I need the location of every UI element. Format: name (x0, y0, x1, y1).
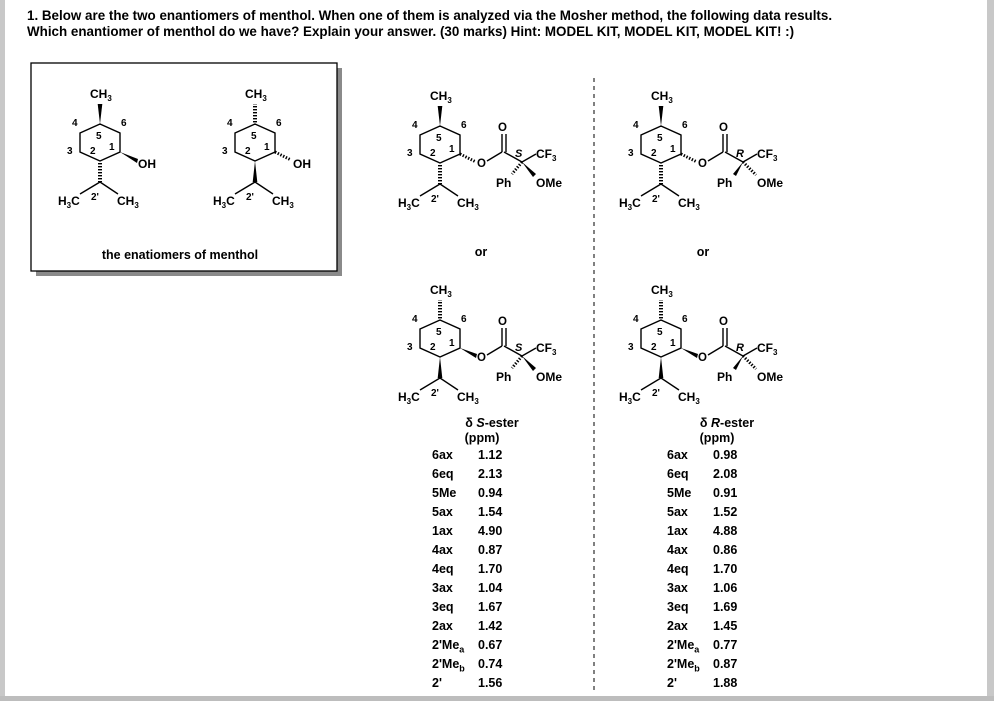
or-label-left: or (474, 245, 488, 259)
svg-text:OMe: OMe (536, 176, 563, 190)
shift-value: 1.70 (713, 562, 738, 576)
shift-value: 0.91 (713, 486, 738, 500)
svg-text:4: 4 (227, 118, 233, 129)
svg-text:O: O (498, 122, 507, 134)
svg-text:2: 2 (90, 146, 96, 157)
svg-text:CH3: $CH_3$ (430, 89, 452, 105)
shift-row (667, 655, 787, 674)
svg-text:Ph: Ph (496, 176, 512, 190)
r-ester-shift-table (667, 416, 787, 693)
shift-label: 6ax (432, 448, 453, 462)
svg-text:3: 3 (222, 146, 228, 157)
shift-value: 0.74 (478, 657, 503, 671)
svg-text:CF3: $CF_3$ (757, 147, 778, 163)
shift-value: 2.08 (713, 467, 738, 481)
svg-text:4: 4 (633, 314, 639, 325)
svg-text:6: 6 (276, 118, 282, 129)
shift-row (667, 598, 787, 617)
r-ester-structure-top (619, 89, 783, 212)
svg-text:OMe: OMe (757, 176, 784, 190)
svg-text:3: 3 (67, 146, 73, 157)
svg-text:Ph: Ph (496, 370, 512, 384)
svg-text:O: O (698, 352, 707, 364)
svg-text:CF3: $CF_3$ (536, 147, 557, 163)
shift-label: 3ax (667, 581, 688, 595)
svg-text:CH3: $CH_3$ (651, 283, 673, 299)
shift-value: 0.98 (713, 448, 738, 462)
svg-text:O: O (477, 352, 486, 364)
shift-row (667, 636, 787, 655)
shift-label: 5Me (432, 486, 457, 500)
svg-text:4: 4 (633, 120, 639, 131)
shift-row (432, 674, 552, 693)
shift-row (667, 674, 787, 693)
shift-value: 0.77 (713, 638, 738, 652)
svg-text:S: S (515, 342, 523, 354)
r-ester-structure-bottom (619, 283, 783, 406)
svg-text:2: 2 (651, 148, 657, 159)
svg-text:CH3: $CH_3$ (117, 194, 139, 210)
svg-text:1: 1 (109, 142, 115, 153)
shift-label: 4ax (432, 543, 453, 557)
svg-text:CF3: $CF_3$ (536, 341, 557, 357)
shift-value: 0.86 (713, 543, 738, 557)
shift-label: 6eq (432, 467, 454, 481)
svg-text:H3C: $H_3C$ (398, 390, 420, 406)
shift-row (432, 560, 552, 579)
shift-row (432, 579, 552, 598)
shift-label: $2'Me_b$ (432, 657, 465, 674)
svg-text:3: 3 (628, 148, 634, 159)
shift-label: $2'Me_b$ (667, 657, 700, 674)
shift-value: 1.69 (713, 600, 738, 614)
s-ester-structure-top (398, 89, 562, 212)
svg-text:1: 1 (670, 144, 676, 155)
or-label-right: or (696, 245, 710, 259)
svg-text:1: 1 (264, 142, 270, 153)
enantiomer-caption: the enatiomers of menthol (101, 248, 259, 262)
shift-row (667, 503, 787, 522)
svg-text:CH3: $CH_3$ (651, 89, 673, 105)
shift-label: 3eq (432, 600, 454, 614)
shift-row (432, 598, 552, 617)
r-ester-title: δ R-ester (699, 416, 755, 430)
shift-value: 1.12 (478, 448, 503, 462)
svg-text:5: 5 (96, 131, 102, 142)
svg-text:OH: OH (293, 157, 311, 171)
shift-row (432, 541, 552, 560)
svg-text:6: 6 (682, 314, 688, 325)
shift-value: 1.88 (713, 676, 738, 690)
shift-value: 1.42 (478, 619, 503, 633)
svg-text:CH3: $CH_3$ (457, 196, 479, 212)
question-line-1: 1. Below are the two enantiomers of menthol. When one of them is analyzed via the Mosher method, the following data results. (27, 8, 833, 23)
svg-text:6: 6 (682, 120, 688, 131)
svg-text:3: 3 (407, 148, 413, 159)
shift-label: 4ax (667, 543, 688, 557)
svg-text:CH3: $CH_3$ (90, 87, 112, 103)
svg-text:2': 2' (91, 192, 99, 203)
shift-value: 1.54 (478, 505, 503, 519)
svg-text:CH3: $CH_3$ (678, 196, 700, 212)
svg-text:4: 4 (72, 118, 78, 129)
svg-text:CH3: $CH_3$ (457, 390, 479, 406)
shift-value: 4.90 (478, 524, 503, 538)
shift-value: 0.87 (478, 543, 503, 557)
shift-row (432, 503, 552, 522)
shift-row (432, 522, 552, 541)
s-ester-shift-table (432, 416, 552, 693)
svg-text:O: O (698, 158, 707, 170)
shift-label: 2' (667, 676, 677, 690)
shift-label: 6eq (667, 467, 689, 481)
shift-row (667, 522, 787, 541)
svg-text:R: R (736, 342, 744, 354)
shift-value: 1.67 (478, 600, 503, 614)
shift-value: 0.87 (713, 657, 738, 671)
svg-text:CH3: $CH_3$ (272, 194, 294, 210)
svg-text:2': 2' (431, 194, 439, 205)
svg-text:5: 5 (436, 133, 442, 144)
shift-label: 1ax (667, 524, 688, 538)
shift-value: 1.06 (713, 581, 738, 595)
svg-text:OMe: OMe (757, 370, 784, 384)
shift-label: 5Me (667, 486, 692, 500)
svg-text:3: 3 (407, 342, 413, 353)
svg-text:2': 2' (431, 388, 439, 399)
svg-text:CH3: $CH_3$ (430, 283, 452, 299)
shift-value: 1.45 (713, 619, 738, 633)
shift-row (432, 446, 552, 465)
shift-label: 3eq (667, 600, 689, 614)
svg-text:2: 2 (430, 148, 436, 159)
shift-label: 2' (432, 676, 442, 690)
shift-label: $2'Me_a$ (667, 638, 700, 655)
svg-text:CH3: $CH_3$ (245, 87, 267, 103)
shift-label: $2'Me_a$ (432, 638, 465, 655)
svg-text:2': 2' (652, 388, 660, 399)
shift-row (667, 446, 787, 465)
shift-label: 2ax (667, 619, 688, 633)
shift-row (667, 617, 787, 636)
shift-row (432, 617, 552, 636)
svg-text:6: 6 (461, 314, 467, 325)
shift-label: 2ax (432, 619, 453, 633)
svg-text:2': 2' (246, 192, 254, 203)
svg-text:3: 3 (628, 342, 634, 353)
svg-text:1: 1 (449, 144, 455, 155)
shift-row (432, 655, 552, 674)
svg-text:O: O (498, 316, 507, 328)
svg-text:5: 5 (251, 131, 257, 142)
svg-text:5: 5 (657, 327, 663, 338)
svg-text:CH3: $CH_3$ (678, 390, 700, 406)
svg-text:O: O (719, 316, 728, 328)
svg-text:H3C: $H_3C$ (619, 196, 641, 212)
shift-label: 4eq (667, 562, 689, 576)
svg-text:CF3: $CF_3$ (757, 341, 778, 357)
shift-row (432, 636, 552, 655)
svg-text:2: 2 (245, 146, 251, 157)
shift-value: 1.70 (478, 562, 503, 576)
svg-text:H3C: $H_3C$ (213, 194, 235, 210)
shift-row (667, 465, 787, 484)
svg-text:Ph: Ph (717, 176, 733, 190)
svg-text:O: O (477, 158, 486, 170)
shift-value: 1.56 (478, 676, 503, 690)
shift-label: 1ax (432, 524, 453, 538)
shift-row (667, 484, 787, 503)
shift-label: 5ax (667, 505, 688, 519)
svg-text:2': 2' (652, 194, 660, 205)
svg-text:6: 6 (461, 120, 467, 131)
svg-text:R: R (736, 148, 744, 160)
shift-value: 0.94 (478, 486, 503, 500)
svg-text:H3C: $H_3C$ (619, 390, 641, 406)
svg-text:S: S (515, 148, 523, 160)
svg-text:H3C: $H_3C$ (398, 196, 420, 212)
shift-row (432, 465, 552, 484)
shift-value: 1.04 (478, 581, 503, 595)
shift-row (432, 484, 552, 503)
svg-text:H3C: $H_3C$ (58, 194, 80, 210)
svg-text:5: 5 (436, 327, 442, 338)
shift-value: 2.13 (478, 467, 503, 481)
shift-value: 0.67 (478, 638, 503, 652)
enantiomer-box (31, 63, 337, 271)
svg-text:1: 1 (449, 338, 455, 349)
shift-row (667, 541, 787, 560)
svg-text:5: 5 (657, 133, 663, 144)
svg-text:6: 6 (121, 118, 127, 129)
svg-text:OH: OH (138, 157, 156, 171)
svg-text:OMe: OMe (536, 370, 563, 384)
shift-label: 6ax (667, 448, 688, 462)
r-ester-unit: (ppm) (699, 431, 735, 445)
svg-text:2: 2 (651, 342, 657, 353)
shift-row (667, 560, 787, 579)
svg-text:4: 4 (412, 314, 418, 325)
s-ester-structure-bottom (398, 283, 562, 406)
shift-value: 4.88 (713, 524, 738, 538)
shift-row (667, 579, 787, 598)
s-ester-title: δ S-ester (465, 416, 519, 430)
shift-value: 1.52 (713, 505, 738, 519)
svg-text:Ph: Ph (717, 370, 733, 384)
svg-text:O: O (719, 122, 728, 134)
shift-label: 5ax (432, 505, 453, 519)
svg-text:2: 2 (430, 342, 436, 353)
question-line-2: Which enantiomer of menthol do we have? Explain your answer. (30 marks) Hint: MODEL KIT, MODEL KIT, MODEL KIT! :) (27, 24, 795, 39)
s-ester-unit: (ppm) (464, 431, 500, 445)
svg-text:1: 1 (670, 338, 676, 349)
shift-label: 3ax (432, 581, 453, 595)
shift-label: 4eq (432, 562, 454, 576)
svg-text:4: 4 (412, 120, 418, 131)
